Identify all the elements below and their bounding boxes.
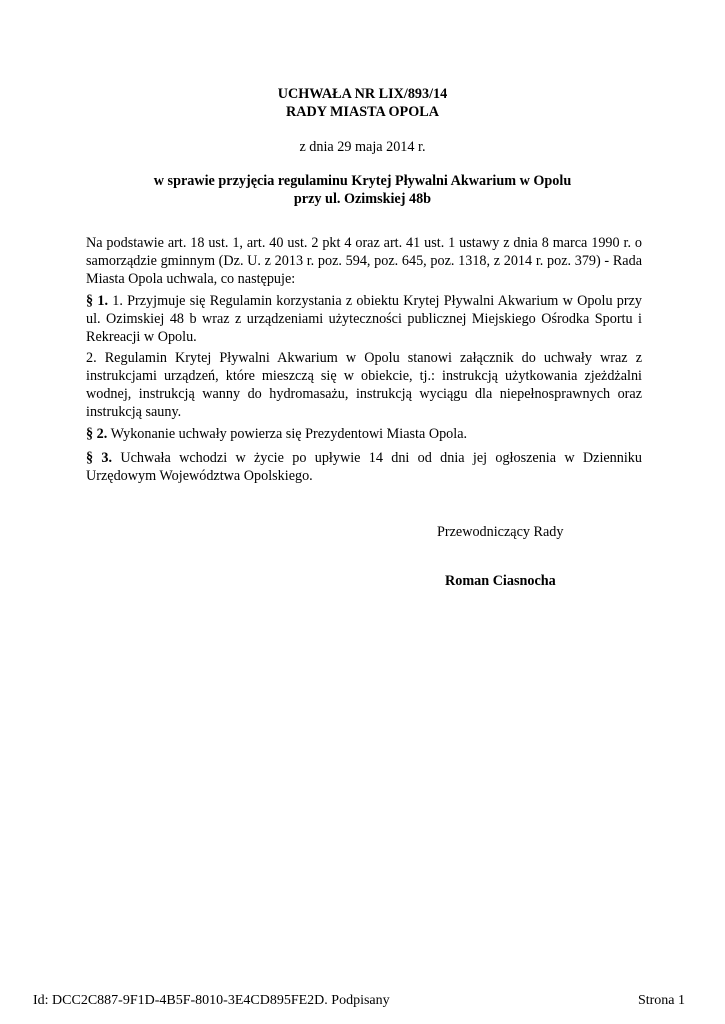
paragraph-1 <box>86 292 642 346</box>
subject-line-2: przy ul. Ozimskiej 48b <box>293 191 432 207</box>
paragraph-1-label: § 1. <box>86 293 108 309</box>
paragraph-1-point-2: 2. Regulamin Krytej Pływalni Akwarium w Opolu stanowi załącznik do uchwały wraz z instrukcjami urządzeń, które mieszczą się w obiekcie, tj.: instrukcją użytkowania zjeżdżalni wodnej, instrukcją wanny do hydromasażu, instrukcją wyciągu dla niepełnosprawnych oraz instrukcją sauny. <box>86 350 642 420</box>
subject-line-1: w sprawie przyjęcia regulaminu Krytej Pływalni Akwarium w Opolu <box>153 173 572 189</box>
resolution-date: z dnia 29 maja 2014 r. <box>299 139 426 155</box>
page-number: Strona 1 <box>637 993 685 1008</box>
legal-basis-paragraph: Na podstawie art. 18 ust. 1, art. 40 ust. 2 pkt 4 oraz art. 41 ust. 1 ustawy z dnia 8 marca 1990 r. o samorządzie gminnym (Dz. U. z 2013 r. poz. 594, poz. 645, poz. 1318, z 2014 r. poz. 379) - Rada Miasta Opola uchwala, co następuje: <box>86 235 642 287</box>
signature-name: Roman Ciasnocha <box>445 573 556 589</box>
resolution-title: UCHWAŁA NR LIX/893/14 <box>277 86 448 102</box>
paragraph-2 <box>86 425 642 443</box>
paragraph-2-text: Wykonanie uchwały powierza się Prezydentowi Miasta Opola. <box>107 426 468 442</box>
signature-role: Przewodniczący Rady <box>437 524 564 540</box>
document-id: Id: DCC2C887-9F1D-4B5F-8010-3E4CD895FE2D. Podpisany <box>33 993 390 1008</box>
paragraph-2-label: § 2. <box>86 426 108 442</box>
paragraph-1-text: 1. Przyjmuje się Regulamin korzystania z obiektu Krytej Pływalni Akwarium w Opolu przy ul. Ozimskiej 48 b wraz z urządzeniami użyteczności publicznej Miejskiego Ośrodka Sportu i Rekreacji w Opolu. <box>86 293 643 345</box>
paragraph-3-label: § 3. <box>86 450 113 466</box>
paragraph-3 <box>86 449 642 485</box>
council-name: RADY MIASTA OPOLA <box>286 104 439 120</box>
paragraph-3-text: Uchwała wchodzi w życie po upływie 14 dni od dnia jej ogłoszenia w Dzienniku Urzędowym Województwa Opolskiego. <box>86 450 642 484</box>
